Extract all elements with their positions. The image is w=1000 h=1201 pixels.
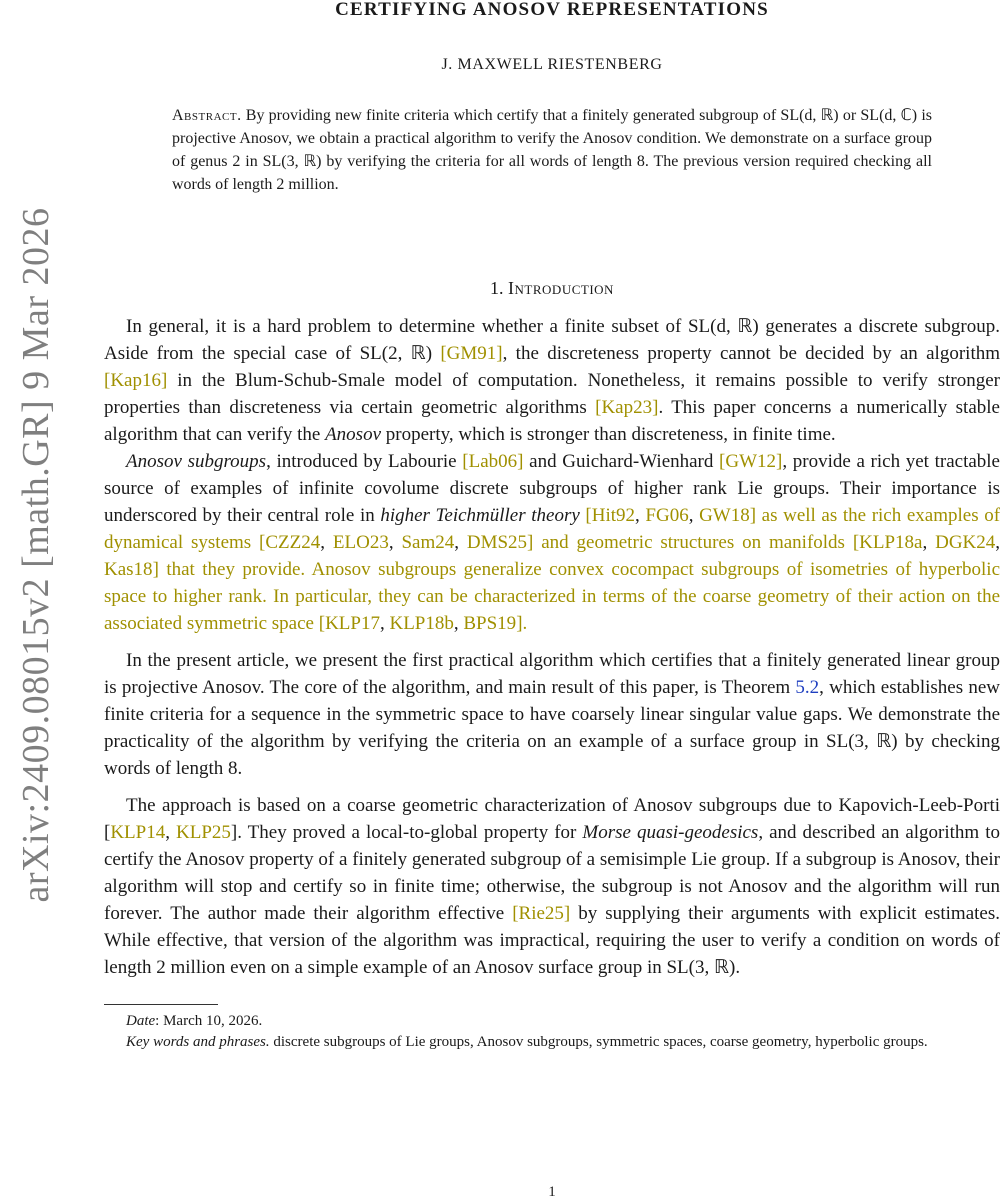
- citation-link[interactable]: Sam24: [401, 532, 455, 553]
- text-run: , introduced by Labourie: [266, 451, 463, 472]
- citation-link[interactable]: [GW12]: [719, 451, 783, 472]
- text-run: , and described an algorithm to certify the Anosov property of a finitely generated subgroup of a semisimple Lie group. If a subgroup is Anosov, their algorithm will stop and certify so in finite time; otherwise, the subgroup is not Anosov and the algorithm will run forever. The author made their algorithm effective: [104, 822, 1000, 924]
- text-run: In general, it is a hard problem to determine whether a finite subset of SL(d, ℝ) generates a discrete subgroup. Aside from the special case of SL(2, ℝ): [104, 316, 1000, 364]
- text-run: property, which is stronger than discreteness, in finite time.: [381, 424, 836, 445]
- text-run: ,: [388, 532, 402, 553]
- text-run: ,: [922, 532, 936, 553]
- citation-link[interactable]: BPS19: [463, 613, 517, 634]
- section-heading-introduction: [104, 278, 1000, 299]
- text-run: ,: [453, 613, 464, 634]
- emphasis: Anosov subgroups: [126, 451, 267, 472]
- footnote-label: Key words and phrases.: [126, 1034, 270, 1050]
- text-run: and Guichard-Wienhard: [523, 451, 720, 472]
- citation-link[interactable]: [GM91]: [440, 343, 503, 364]
- text-run: ,: [320, 532, 333, 553]
- footnote-text: : March 10, 2026.: [155, 1013, 263, 1029]
- citation-link[interactable]: DGK24: [935, 532, 996, 553]
- text-run: ,: [165, 822, 177, 843]
- theorem-reference-link[interactable]: 5.2: [795, 677, 820, 698]
- footnote-divider: [104, 1004, 218, 1005]
- text-run: . This paper concerns a numerically stable algorithm that can verify the: [104, 397, 1000, 445]
- citation-link[interactable]: DMS25: [466, 532, 528, 553]
- footnote-label: Date: [126, 1013, 156, 1029]
- text-run: ,: [995, 532, 1000, 553]
- arxiv-identifier: arXiv:2409.08015v2 [math.GR] 9 Mar 2026: [15, 207, 57, 903]
- emphasis: higher Teichmüller theory: [380, 505, 580, 526]
- citation-link[interactable]: Hit92: [591, 505, 636, 526]
- footnote-date: [104, 1011, 1000, 1032]
- intro-paragraph-3: [104, 647, 1000, 782]
- text-run: in the Blum-Schub-Smale model of computation. Nonetheless, it remains possible to verify stronger properties than discreteness via certain geometric algorithms: [104, 370, 1000, 418]
- emphasis: Anosov: [325, 424, 381, 445]
- citation-link[interactable]: KLP25: [176, 822, 231, 843]
- intro-paragraph-1: [104, 313, 1000, 448]
- intro-paragraph-2: [104, 448, 1000, 637]
- text-run: by supplying their arguments with explicit estimates. While effective, that version of the algorithm was impractical, requiring the user to verify a condition on words of length 2 million even on a simple example of an Anosov surface group in SL(3, ℝ).: [104, 903, 1000, 978]
- citation-bracket: ] as well as the rich examples of dynamical systems [: [104, 505, 1000, 553]
- citation-link[interactable]: [Kap23]: [595, 397, 659, 418]
- citation-link[interactable]: KLP17: [325, 613, 380, 634]
- text-run: The approach is based on a coarse geometric characterization of Anosov subgroups due to Kapovich-Leeb-Porti [: [104, 795, 1000, 843]
- text-run: In the present article, we present the first practical algorithm which certifies that a finitely generated linear group is projective Anosov. The core of the algorithm, and main result of this paper, is Theorem: [104, 650, 1000, 698]
- text-run: ]. They proved a local-to-global property for: [230, 822, 583, 843]
- citation-link[interactable]: CZZ24: [265, 532, 321, 553]
- citation-link[interactable]: [Lab06]: [462, 451, 524, 472]
- footnote-keywords: [104, 1032, 1000, 1053]
- citation-bracket: ] that they provide. Anosov subgroups generalize convex cocompact subgroups of isometries of hyperbolic space to higher rank. In particular, they can be characterized in terms of the coarse geometry of their action on the associated symmetric space [: [104, 559, 1000, 634]
- paper-page: [104, 0, 1000, 1200]
- emphasis: Morse quasi-geodesics: [582, 822, 759, 843]
- text-run: ,: [635, 505, 646, 526]
- paper-author: J. MAXWELL RIESTENBERG: [441, 56, 663, 73]
- intro-paragraph-4: [104, 792, 1000, 981]
- citation-link[interactable]: GW18: [699, 505, 750, 526]
- abstract-label: Abstract.: [172, 107, 242, 124]
- citation-link[interactable]: [Kap16]: [104, 370, 168, 391]
- citation-link[interactable]: KLP18a: [859, 532, 923, 553]
- section-title: Introduction: [508, 278, 614, 298]
- citation-bracket: [: [579, 505, 592, 526]
- text-run: , which establishes new finite criteria for a sequence in the symmetric space to have coarsely linear singular value gaps. We demonstrate the practicality of the algorithm by verifying the criteria on an example of a surface group in SL(3, ℝ) by checking words of length 8.: [104, 677, 1000, 779]
- citation-bracket: ].: [516, 613, 528, 634]
- citation-bracket: ] and geometric structures on manifolds [: [527, 532, 860, 553]
- page-number: 1: [548, 1184, 556, 1200]
- citation-link[interactable]: FG06: [645, 505, 689, 526]
- abstract: [172, 104, 932, 196]
- citation-link[interactable]: Kas18: [104, 559, 153, 580]
- text-run: ,: [454, 532, 467, 553]
- citation-link[interactable]: ELO23: [332, 532, 389, 553]
- citation-link[interactable]: [Rie25]: [512, 903, 571, 924]
- paper-title: CERTIFYING ANOSOV REPRESENTATIONS: [335, 0, 769, 20]
- text-run: , the discreteness property cannot be decided by an algorithm: [502, 343, 1000, 364]
- footnote-text: discrete subgroups of Lie groups, Anosov subgroups, symmetric spaces, coarse geometry, hyperbolic groups.: [269, 1034, 928, 1050]
- citation-link[interactable]: KLP14: [110, 822, 166, 843]
- text-run: ,: [688, 505, 700, 526]
- section-number: 1.: [490, 278, 509, 298]
- text-run: ,: [379, 613, 390, 634]
- citation-link[interactable]: KLP18b: [389, 613, 454, 634]
- abstract-text: By providing new finite criteria which certify that a finitely generated subgroup of SL(d, ℝ) or SL(d, ℂ) is projective Anosov, we obtain a practical algorithm to verify the Anosov condition. We demonstrate on a surface group of genus 2 in SL(3, ℝ) by verifying the criteria for all words of length 8. The previous version required checking all words of length 2 million.: [172, 107, 932, 193]
- text-run: , provide a rich yet tractable source of examples of infinite covolume discrete subgroups of higher rank Lie groups. Their importance is underscored by their central role in: [104, 451, 1000, 526]
